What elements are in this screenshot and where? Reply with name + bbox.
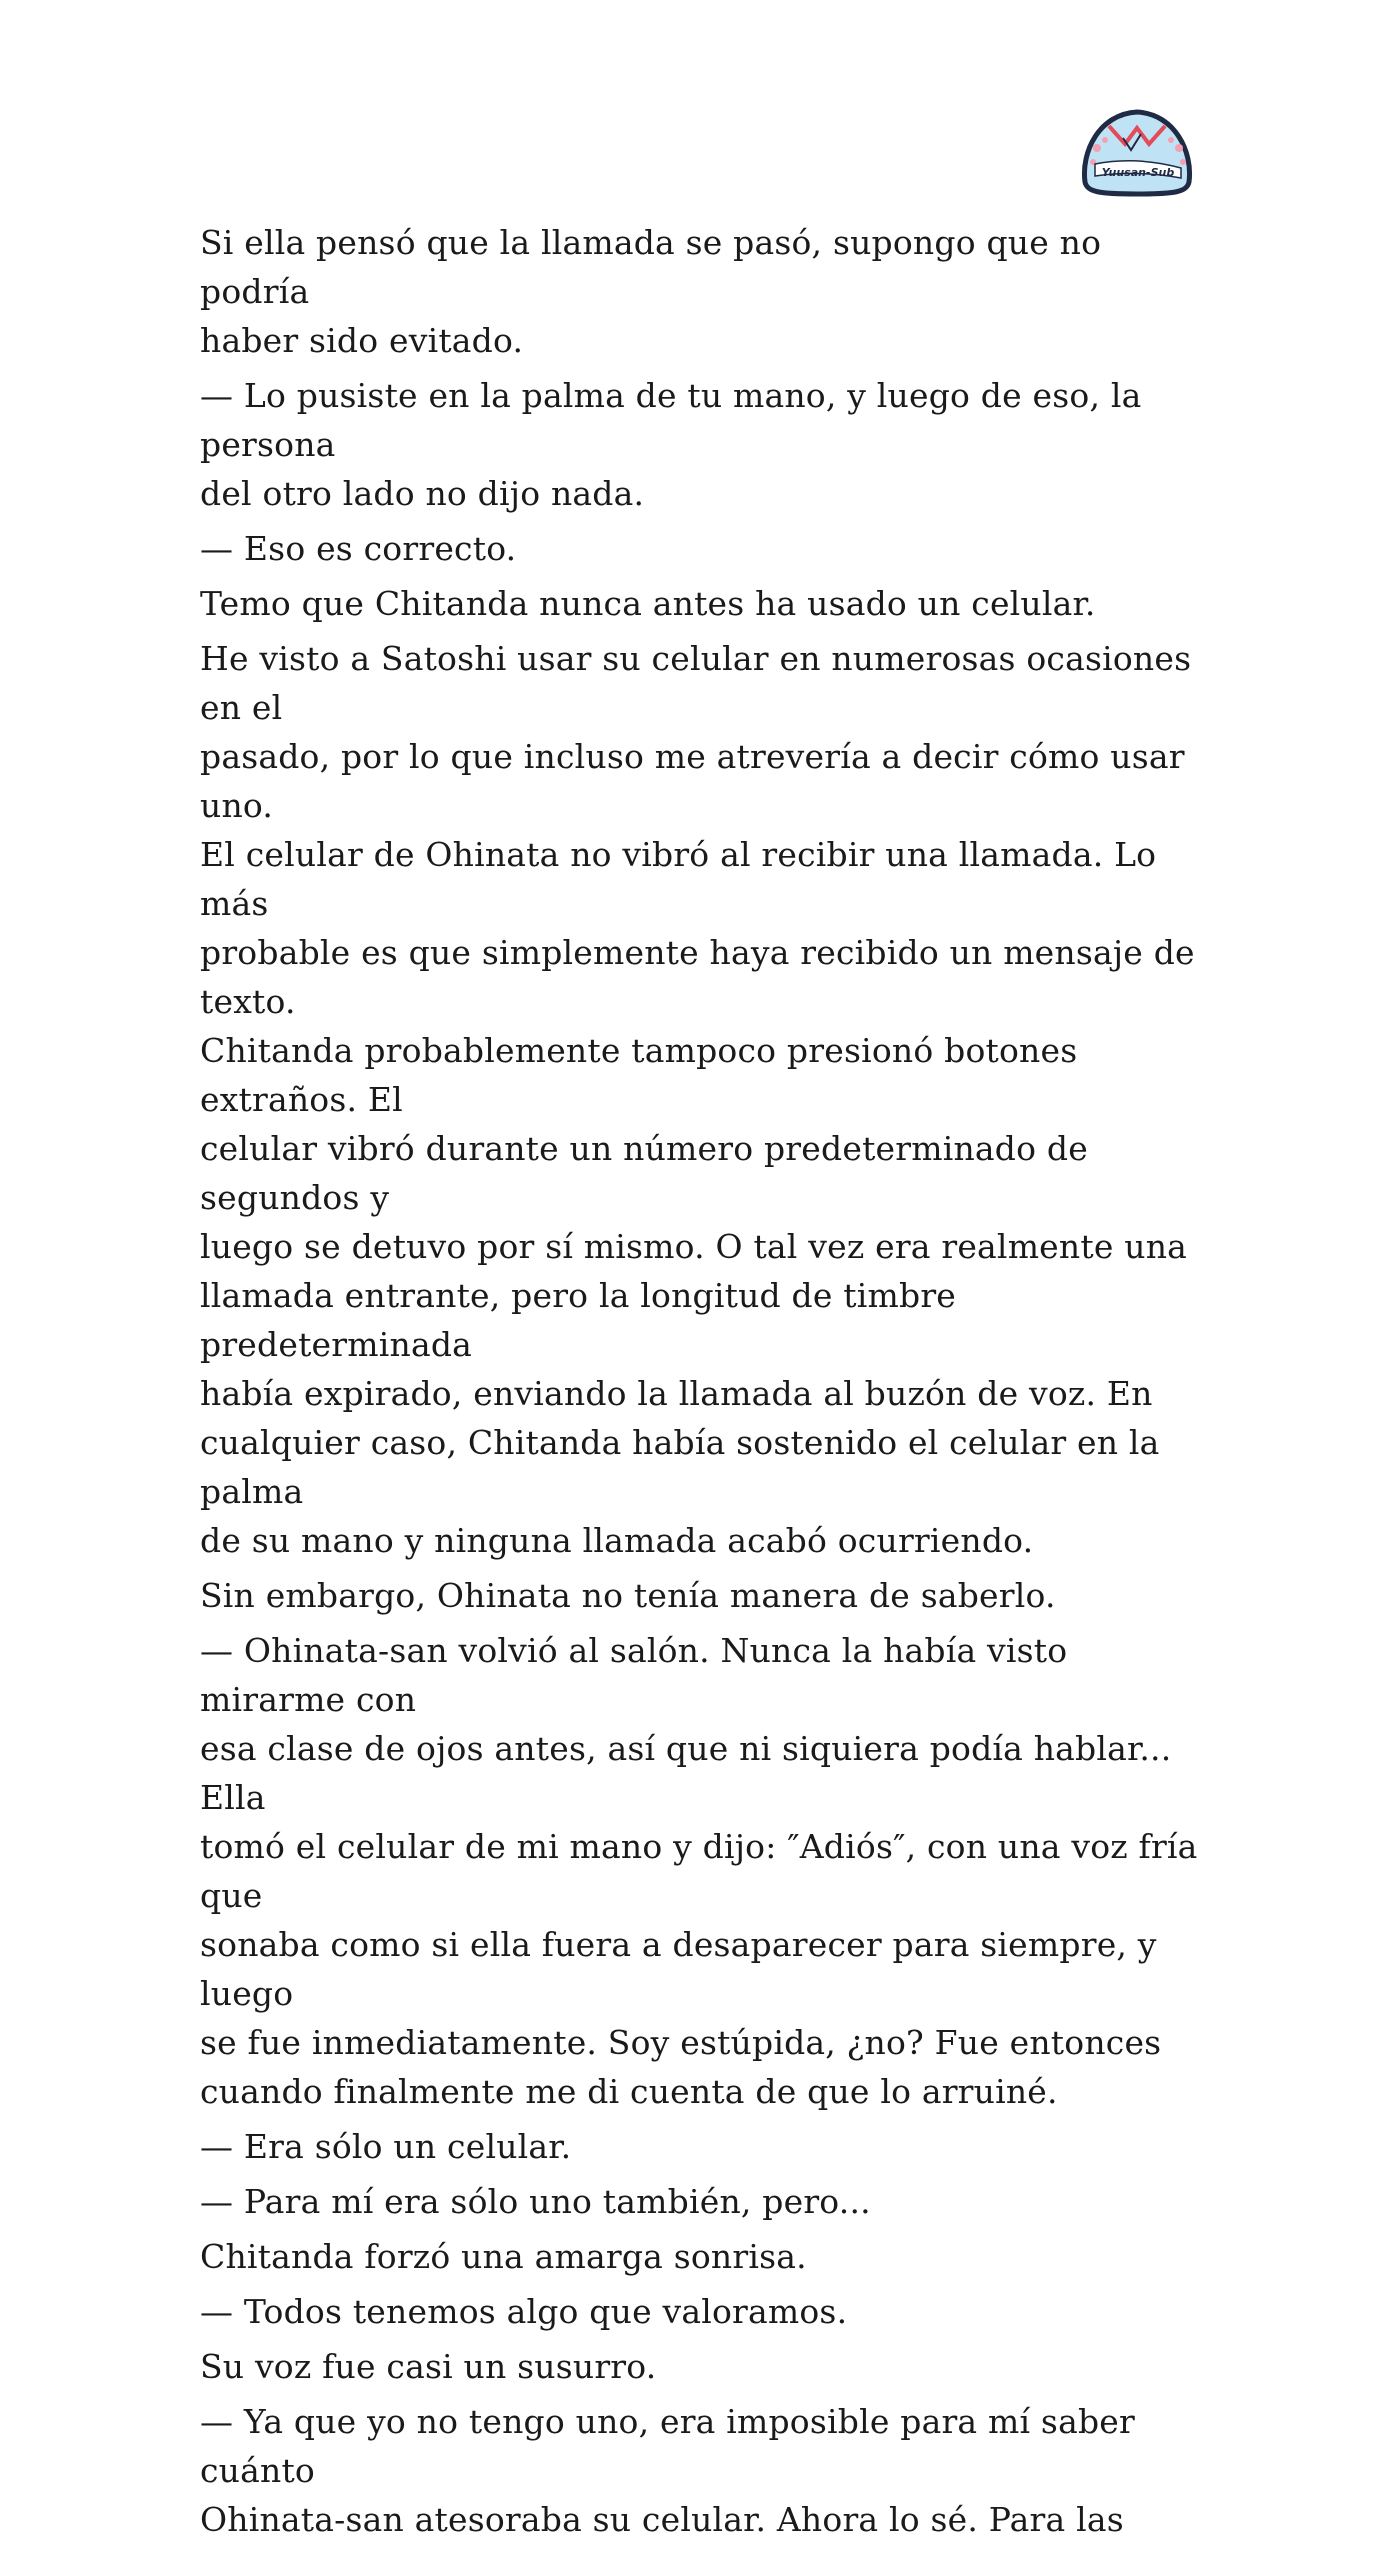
logo-emblem-icon <box>1075 104 1199 200</box>
logo-text: Yuusan-Sub <box>1101 166 1175 179</box>
paragraph: — Lo pusiste en la palma de tu mano, y luego de eso, la persona del otro lado no dijo nada. <box>200 376 1142 513</box>
paragraph: — Ohinata-san volvió al salón. Nunca la había visto mirarme con esa clase de ojos antes, así que ni siquiera podía hablar... Ella tomó el celular de mi mano y dijo: ″Adiós″, con una voz fría que sonaba como si ella fuera a desaparecer para siempre, y luego se fue inmediatamente. Soy estúpida, ¿no? Fue entonces cuando finalmente me di cuenta de que lo arruiné. <box>200 1631 1198 2111</box>
paragraph: He visto a Satoshi usar su celular en numerosas ocasiones en el pasado, por lo que incluso me atrevería a decir cómo usar uno. El celular de Ohinata no vibró al recibir una llamada. Lo más probable es que simplemente haya recibido un mensaje de texto. Chitanda probablemente tampoco presionó botones extraños. El celular vibró durante un número predeterminado de segundos y luego se detuvo por sí mismo. O tal vez era realmente una llamada entrante, pero la longitud de timbre predeterminada había expirado, enviando la llamada al buzón de voz. En cualquier caso, Chitanda había sostenido el celular en la palma de su mano y ninguna llamada acabó ocurriendo. <box>200 639 1195 1560</box>
paragraph: Su voz fue casi un susurro. <box>200 2347 657 2386</box>
watermark-logo <box>1075 104 1199 200</box>
paragraph: Chitanda forzó una amarga sonrisa. <box>200 2237 807 2276</box>
paragraph: — Eso es correcto. <box>200 529 517 568</box>
paragraph: Temo que Chitanda nunca antes ha usado un celular. <box>200 584 1096 623</box>
document-body <box>200 218 1210 2550</box>
paragraph: Si ella pensó que la llamada se pasó, supongo que no podría haber sido evitado. <box>200 223 1102 360</box>
paragraph: — Era sólo un celular. <box>200 2127 572 2166</box>
paragraph: — Ya que yo no tengo uno, era imposible para mí saber cuánto Ohinata-san atesoraba su celular. Ahora lo sé. Para las <box>200 2402 1135 2539</box>
paragraph: — Para mí era sólo uno también, pero... <box>200 2182 871 2221</box>
paragraph: — Todos tenemos algo que valoramos. <box>200 2292 848 2331</box>
paragraph: Sin embargo, Ohinata no tenía manera de saberlo. <box>200 1576 1056 1615</box>
